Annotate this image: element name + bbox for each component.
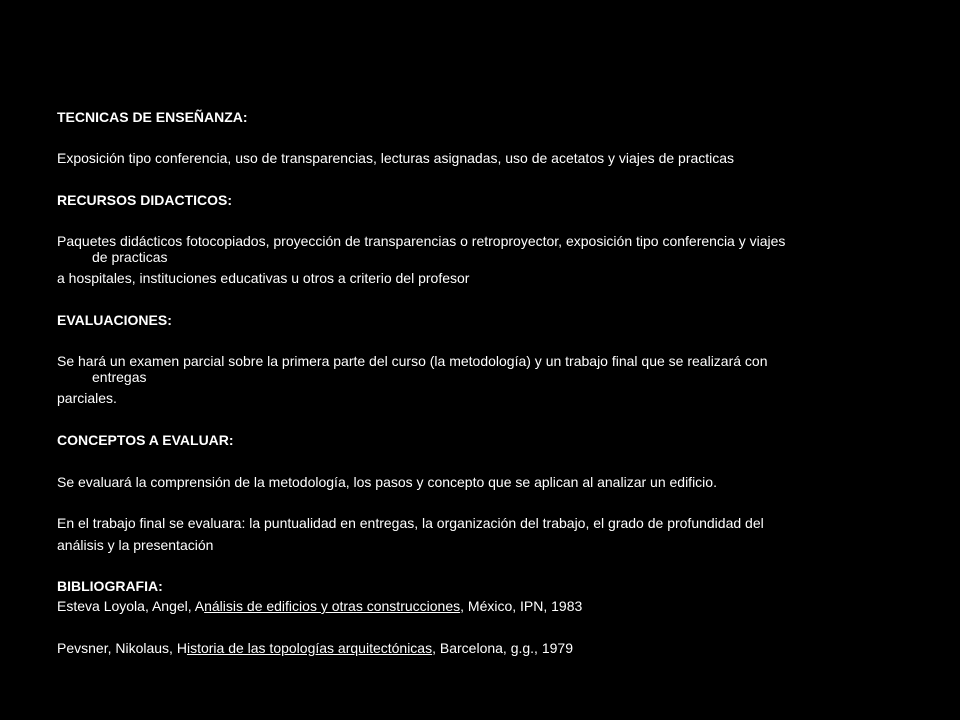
- recursos-text-line1-cont: de practicas: [92, 249, 168, 265]
- recursos-text-line2: a hospitales, instituciones educativas u otros a criterio del profesor: [57, 270, 470, 286]
- conceptos-heading: CONCEPTOS A EVALUAR:: [57, 432, 234, 448]
- ref-2-rest: , Barcelona, g.g., 1979: [432, 640, 573, 656]
- ref-2-author: Pevsner, Nikolaus, H: [57, 640, 187, 656]
- ref-1-title: nálisis de edificios y otras construcciones: [204, 598, 461, 614]
- evaluaciones-text-line2: parciales.: [57, 390, 117, 406]
- recursos-heading: RECURSOS DIDACTICOS:: [57, 192, 233, 208]
- evaluaciones-text-line1: Se hará un examen parcial sobre la primera parte del curso (la metodología) y un trabajo final que se realizará con: [57, 353, 768, 369]
- conceptos-text2-line2: análisis y la presentación: [57, 537, 214, 553]
- bibliografia-heading: BIBLIOGRAFIA:: [57, 578, 163, 594]
- ref-1-author: Esteva Loyola, Angel, A: [57, 598, 205, 614]
- recursos-text-line1: Paquetes didácticos fotocopiados, proyección de transparencias o retroproyector, exposición tipo conferencia y viajes: [57, 233, 786, 249]
- conceptos-text1: Se evaluará la comprensión de la metodología, los pasos y concepto que se aplican al analizar un edificio.: [57, 474, 717, 490]
- ref-1-rest: , México, IPN, 1983: [460, 598, 583, 614]
- evaluaciones-text-line1-cont: entregas: [92, 369, 147, 385]
- evaluaciones-heading: EVALUACIONES:: [57, 312, 172, 328]
- tecnicas-heading: TECNICAS DE ENSEÑANZA:: [57, 109, 248, 125]
- bibliografia-ref-1: [57, 598, 582, 615]
- tecnicas-text: Exposición tipo conferencia, uso de transparencias, lecturas asignadas, uso de acetatos y viajes de practicas: [57, 150, 735, 166]
- conceptos-text2-line1: En el trabajo final se evaluara: la puntualidad en entregas, la organización del trabajo, el grado de profundidad del: [57, 515, 764, 531]
- ref-2-title: istoria de las topologías arquitectónicas: [186, 640, 433, 656]
- bibliografia-ref-2: [57, 640, 573, 657]
